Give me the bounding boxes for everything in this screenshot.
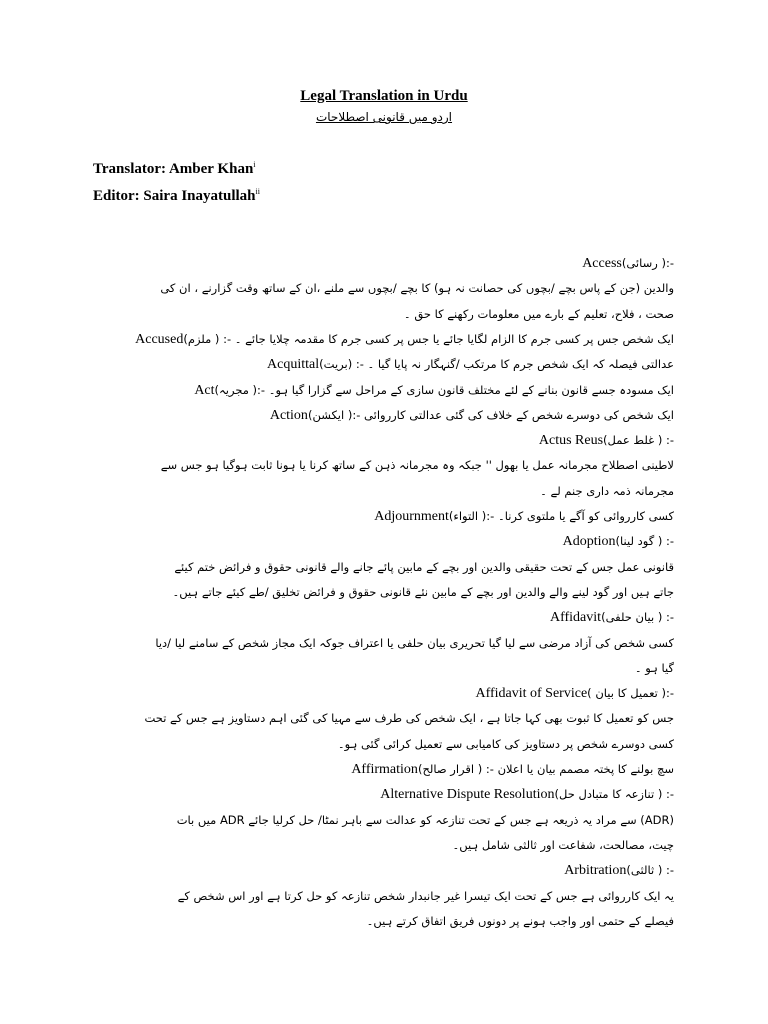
term-urdu-gloss: (بیان حلفی ) :- (601, 610, 674, 624)
term-english: Alternative Dispute Resolution (380, 787, 555, 802)
term-urdu-gloss: (بریت) :- عدالتی فیصلہ کہ ایک شخص جرم کا مرتکب /گنہگار نہ پایا گیا ۔ (319, 357, 674, 371)
definition-line: فیصلے کے حتمی اور واجب ہونے پر دونوں فریق اتفاق کرتے ہیں۔ (366, 914, 674, 928)
term-english: Adoption (562, 534, 616, 549)
glossary-term-line (96, 328, 674, 350)
term-english: Affidavit (549, 610, 602, 625)
term-english: Act (194, 383, 215, 398)
definition-line: چیت، مصالحت، شفاعت اور ثالثی شامل ہیں۔ (452, 838, 674, 852)
term-urdu-gloss: (غلط عمل ) :- (603, 433, 674, 447)
term-urdu-gloss: (التواء ):- کسی کارروائی کو آگے یا ملتوی کرنا۔ (448, 509, 674, 523)
term-urdu-gloss: (ثالثی ) :- (626, 863, 674, 877)
glossary-term-line (96, 859, 674, 881)
definition-line: جس کو تعمیل کا ثبوت بھی کہا جاتا ہے ، ایک شخص کی طرف سے مہیا کی گئی اہم دستاویز ہے جس کے تحت (144, 711, 674, 725)
term-urdu-gloss: (مجریہ ):- ایک مسودہ جسے قانون بنانے کے لئے مختلف قانون سازی کے مراحل سے گزارا گیا ہو۔ (214, 383, 674, 397)
translator-note-marker: i (253, 160, 256, 169)
term-english: Accused (135, 332, 184, 347)
definition-line: لاطینی اصطلاح مجرمانہ عمل یا بھول '' جبکہ وہ مجرمانہ ذہن کے ساتھ کرنا یا ہونا ثابت ہوگیا ہو جس سے (160, 458, 674, 472)
glossary-term-line (96, 505, 674, 527)
term-english: Action (269, 408, 308, 423)
term-english: Arbitration (564, 863, 627, 878)
term-urdu-gloss: (اقرار صالح ) :- سچ بولنے کا پختہ مصمم بیان یا اعلان (417, 762, 674, 776)
glossary-term-line (96, 404, 674, 426)
definition-line: گیا ہو ۔ (634, 661, 674, 675)
term-english: Affidavit of Service (475, 686, 588, 701)
definition-line: (ADR) سے مراد یہ ذریعہ ہے جس کے تحت تنازعہ کو عدالت سے باہر نمٹا/ حل کرلیا جائے ADR میں بات (176, 813, 674, 827)
term-english: Acquittal (267, 357, 320, 372)
definition-line: کسی شخص کی آزاد مرضی سے لیا گیا تحریری بیان حلفی یا اعتراف جوکہ ایک مجاز شخص کے سامنے لیا /دیا (155, 636, 674, 650)
editor-credit (93, 187, 260, 205)
definition-line: جاتے ہیں اور گود لینے والے والدین اور بچے کے مابین نئے قانونی حقوق و فرائض تخلیق /طے کیئے جاتے ہیں۔ (172, 585, 674, 599)
translator-credit (93, 160, 256, 178)
term-urdu-gloss: (ایکشن ):- ایک شخص کی دوسرے شخص کے خلاف کی گئی عدالتی کارروائی (307, 408, 674, 422)
glossary-term-line (96, 758, 674, 780)
editor-note-marker: ii (255, 187, 260, 196)
definition-line: یہ ایک کارروائی ہے جس کے تحت ایک تیسرا غیر جانبدار شخص تنازعہ کو حل کرتا ہے اور اس شخص کے (177, 889, 674, 903)
term-english: Affirmation (351, 762, 418, 777)
document-title: Legal Translation in Urdu (300, 88, 468, 104)
term-english: Actus Reus (538, 433, 604, 448)
translator-label: Translator: Amber Khan (93, 161, 254, 177)
glossary-term-line (96, 606, 674, 628)
term-english: Access (582, 256, 622, 271)
glossary-term-line (96, 379, 674, 401)
term-urdu-gloss: (رسائی ):- (621, 256, 674, 270)
glossary-term-line (96, 682, 674, 704)
definition-line: والدین (جن کے پاس بچے /بچوں کی حصانت نہ ہو) کا بچے /بچوں سے ملنے ،ان کے ساتھ وقت گزارنے ، ان کی (160, 281, 674, 295)
definition-line: کسی دوسرے شخص پر دستاویز کی کامیابی سے تعمیل کرائی گئی ہو۔ (337, 737, 674, 751)
term-urdu-gloss: (گود لینا ) :- (615, 534, 674, 548)
editor-label: Editor: Saira Inayatullah (93, 188, 256, 204)
definition-line: قانونی عمل جس کے تحت حقیقی والدین اور بچے کے مابین پائے جانے والے قانونی حقوق و فرائض ختم کیئے (174, 560, 674, 574)
glossary-term-line (96, 353, 674, 375)
term-urdu-gloss: (ملزم ) :- ایک شخص جس پر کسی جرم کا الزام لگایا جائے یا جس پر کسی جرم کا مقدمہ چلایا جائے ۔ (183, 332, 674, 346)
glossary-term-line (96, 252, 674, 274)
term-english: Adjournment (374, 509, 449, 524)
glossary-term-line (96, 530, 674, 552)
term-urdu-gloss: ( تعمیل کا بیان ):- (587, 686, 674, 700)
glossary-term-line (96, 783, 674, 805)
definition-line: صحت ، فلاح، تعلیم کے بارے میں معلومات رکھنے کا حق ۔ (403, 307, 674, 321)
term-urdu-gloss: (تنازعہ کا متبادل حل ) :- (554, 787, 674, 801)
document-subtitle: اردو میں قانونی اصطلاحات (315, 110, 453, 124)
glossary-term-line (96, 429, 674, 451)
definition-line: مجرمانہ ذمہ داری جنم لے ۔ (540, 484, 674, 498)
